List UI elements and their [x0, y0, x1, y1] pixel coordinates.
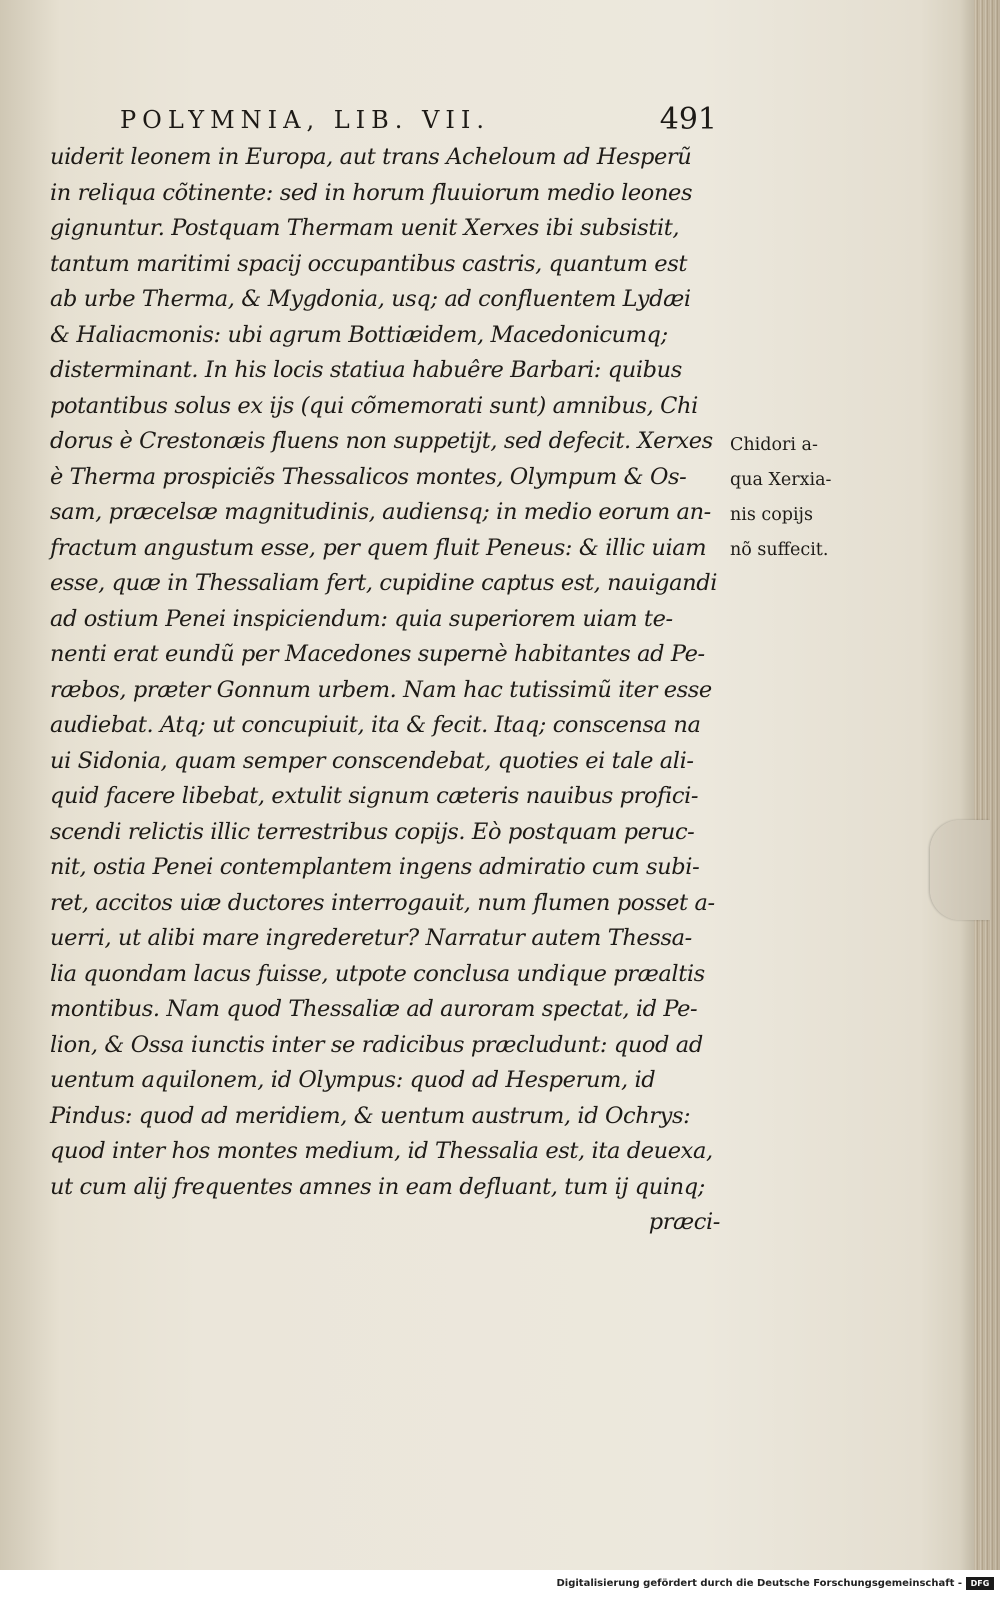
page-tab-marker: [930, 820, 990, 920]
margin-note-line: nõ suffecit.: [730, 540, 829, 560]
text-line: tantum maritimi spacij occupantibus castris, quantum est: [50, 250, 687, 277]
text-line: ad ostium Penei inspiciendum: quia superiorem uiam te-: [50, 605, 673, 632]
margin-note-line: nis copijs: [730, 505, 813, 525]
page-edges: [974, 0, 1000, 1570]
catchword: præci-: [648, 1209, 720, 1235]
text-line: scendi relictis illic terrestribus copijs. Eò postquam peruc-: [50, 818, 695, 845]
funding-credit: Digitalisierung gefördert durch die Deutsche Forschungsgemeinschaft -: [556, 1578, 962, 1589]
margin-note-line: qua Xerxia-: [730, 470, 832, 490]
body-text: [50, 140, 720, 1241]
running-head: POLYMNIA, LIB. VII.: [120, 106, 490, 134]
text-line: & Haliacmonis: ubi agrum Bottiæidem, Macedonicumq;: [50, 321, 668, 348]
text-line: audiebat. Atq; ut concupiuit, ita & fecit. Itaq; conscensa na: [50, 712, 701, 738]
text-line: quod inter hos montes medium, id Thessalia est, ita deuexa,: [50, 1138, 713, 1164]
text-line: è Therma prospiciẽs Thessalicos montes, Olympum & Os-: [50, 463, 687, 490]
text-line: nit, ostia Penei contemplantem ingens admiratio cum subi-: [50, 854, 700, 880]
text-line: fractum angustum esse, per quem fluit Peneus: & illic uiam: [50, 534, 707, 561]
margin-note-line: Chidori a-: [730, 435, 818, 455]
text-line: sam, præcelsæ magnitudinis, audiensq; in medio eorum an-: [50, 499, 711, 525]
text-line: in reliqua cõtinente: sed in horum fluuiorum medio leones: [50, 179, 693, 206]
page-header: [105, 102, 717, 142]
text-line: nenti erat eundũ per Macedones supernè habitantes ad Pe-: [50, 641, 705, 667]
margin-note: [730, 428, 860, 568]
text-line: disterminant. In his locis statiua habuêre Barbari: quibus: [50, 357, 682, 383]
page-number: 491: [659, 102, 717, 137]
text-line: ræbos, præter Gonnum urbem. Nam hac tutissimũ iter esse: [50, 676, 712, 703]
dfg-logo: DFG: [966, 1577, 994, 1590]
text-line: Pindus: quod ad meridiem, & uentum austrum, id Ochrys:: [50, 1102, 691, 1129]
text-line: esse, quæ in Thessaliam fert, cupidine captus est, nauigandi: [50, 570, 718, 596]
text-line: lion, & Ossa iunctis inter se radicibus præcludunt: quod ad: [50, 1031, 703, 1058]
text-line: uiderit leonem in Europa, aut trans Acheloum ad Hesperũ: [50, 144, 692, 170]
text-line: uerri, ut alibi mare ingrederetur? Narratur autem Thessa-: [50, 925, 692, 951]
text-line: ut cum alij frequentes amnes in eam defluant, tum ij quinq;: [50, 1173, 705, 1200]
footer-bar: [0, 1572, 1000, 1597]
text-line: ab urbe Therma, & Mygdonia, usq; ad confluentem Lydæi: [50, 286, 691, 312]
text-line: gignuntur. Postquam Thermam uenit Xerxes ibi subsistit,: [50, 215, 680, 241]
text-line: ui Sidonia, quam semper conscendebat, quoties ei tale ali-: [50, 747, 694, 774]
text-line: lia quondam lacus fuisse, utpote conclusa undique præaltis: [50, 960, 705, 987]
text-line: montibus. Nam quod Thessaliæ ad auroram spectat, id Pe-: [50, 996, 698, 1022]
text-line: potantibus solus ex ijs (qui cõmemorati sunt) amnibus, Chi: [50, 392, 698, 419]
text-line: ret, accitos uiæ ductores interrogauit, num flumen posset a-: [50, 889, 715, 916]
text-line: uentum aquilonem, id Olympus: quod ad Hesperum, id: [50, 1067, 656, 1093]
text-line: quid facere libebat, extulit signum cæteris nauibus profici-: [50, 783, 699, 809]
text-line: dorus è Crestonæis fluens non suppetijt, sed defecit. Xerxes: [50, 428, 713, 454]
